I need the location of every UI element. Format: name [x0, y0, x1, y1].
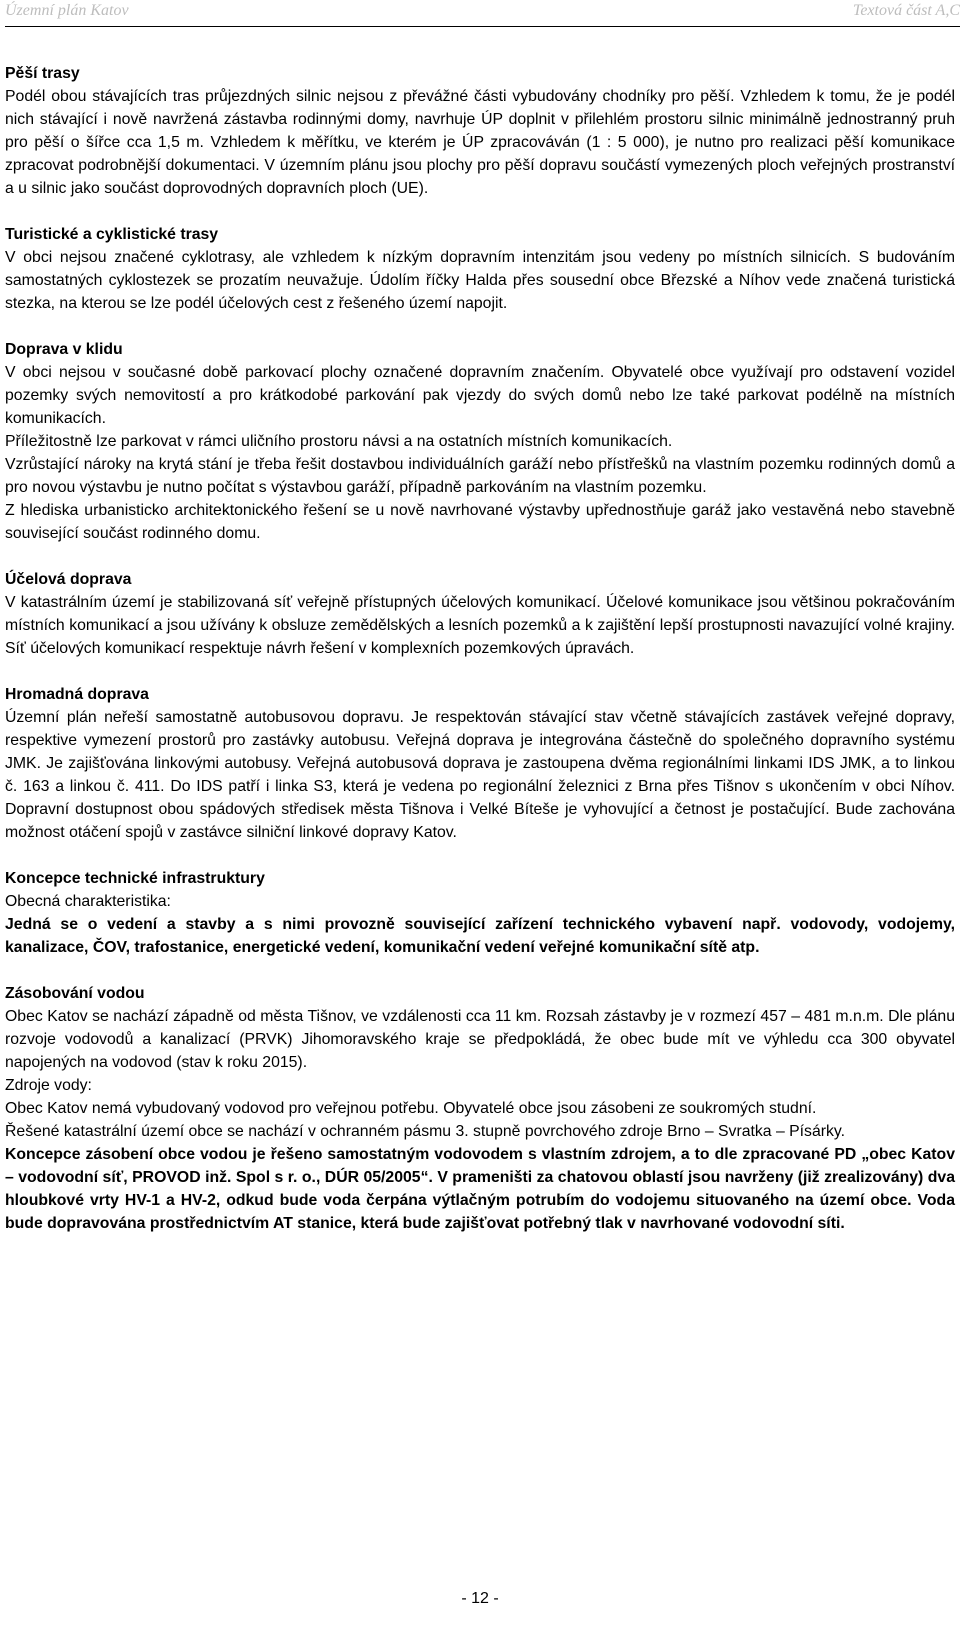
- header-document-title: Územní plán Katov: [5, 2, 129, 19]
- document-body: [5, 62, 955, 1258]
- paragraph: Z hlediska urbanisticko architektonického řešení se u nově navrhované výstavby upřednostňuje garáž jako vestavěná nebo stavebně související součást rodinného domu.: [5, 502, 955, 542]
- section-ucelova-doprava: [5, 568, 955, 660]
- paragraph: Podél obou stávajících tras průjezdných silnic nejsou z převážné části vybudovány chodníky pro pěší. Vzhledem k tomu, že je podél nich stávající i nově navržená zástavba rodinnými domy, navrhuje ÚP doplnit v přilehlém prostoru silnic minimálně jednostranný pruh pro pěší o šířce cca 1,5 m. Vzhledem k měřítku, ve kterém je ÚP zpracováván (1 : 5 000), je nutno pro realizaci pěší komunikace zpracovat podrobnější dokumentaci. V územním plánu jsou plochy pro pěší dopravu součástí vymezených ploch veřejných prostranství a u silnic jako součást doprovodných dopravních ploch (UE).: [5, 88, 955, 197]
- paragraph: V obci nejsou v současné době parkovací plochy označené dopravním značením. Obyvatelé obce využívají pro odstavení vozidel pozemky svých nemovitostí a pro krátkodobé parkování pak vjezdy do svých domů nebo lze také parkovat podélně na místních komunikacích.: [5, 364, 955, 427]
- section-doprava-v-klidu: [5, 338, 955, 545]
- section-hromadna-doprava: [5, 683, 955, 844]
- paragraph: Vzrůstající nároky na krytá stání je třeba řešit dostavbou individuálních garáží nebo přístřešků na vlastním pozemku rodinných domů a pro novou výstavbu je nutno počítat s výstavbou garáží, případně parkováním na vlastním pozemku.: [5, 456, 955, 496]
- section-heading: Pěší trasy: [5, 65, 80, 82]
- paragraph: Územní plán neřeší samostatně autobusovou dopravu. Je respektován stávající stav včetně stávajících zastávek veřejné dopravy, respektive vymezení prostorů pro zastávky autobusu. Veřejná doprava je integrována částečně do společného dopravního systému JMK. Je zajišťována linkovými autobusy. Veřejná autobusová doprava je zastoupena dvěma regionálními linkami IDS JMK, a to linkou č. 163 a linkou č. 411. Do IDS patří i linka S3, která je vedena po regionální železnici z Brna přes Tišnov s ukončením v obci Níhov. Dopravní dostupnost obou spádových středisek města Tišnova i Velké Bíteše je vyhovující a četnost je postačující. Bude zachována možnost otáčení spojů v zastávce silniční linkové dopravy Katov.: [5, 709, 955, 841]
- section-zasobovani-vodou: [5, 982, 955, 1235]
- header-section-label: Textová část A,C: [852, 2, 960, 19]
- paragraph: Zdroje vody:: [5, 1077, 92, 1094]
- paragraph-bold: Koncepce zásobení obce vodou je řešeno samostatným vodovodem s vlastním zdrojem, a to dle zpracované PD „obec Katov – vodovodní síť, PROVOD inž. Spol s r. o., DÚR 05/2005“. V prameništi za chatovou oblastí jsou navrženy (již zrealizovány) dva hloubkové vrty HV-1 a HV-2, odkud bude voda čerpána výtlačným potrubím do vodojemu situovaného na území obce. Voda bude dopravována prostřednictvím AT stanice, která bude zajišťovat potřebný tlak v navrhované vodovodní síti.: [5, 1146, 955, 1232]
- paragraph: Příležitostně lze parkovat v rámci uličního prostoru návsi a na ostatních místních komunikacích.: [5, 433, 673, 450]
- section-technicka-infrastruktura: [5, 867, 955, 959]
- section-heading: Koncepce technické infrastruktury: [5, 870, 265, 887]
- section-turisticke-trasy: [5, 223, 955, 315]
- section-heading: Účelová doprava: [5, 571, 132, 588]
- paragraph: Obec Katov nemá vybudovaný vodovod pro veřejnou potřebu. Obyvatelé obce jsou zásobeni ze soukromých studní.: [5, 1100, 817, 1117]
- paragraph: Obecná charakteristika:: [5, 893, 171, 910]
- paragraph: V katastrálním území je stabilizovaná síť veřejně přístupných účelových komunikací. Účelové komunikace jsou většinou pokračováním místních komunikací a jsou užívány k obsluze zemědělských a lesních pozemků a k zajištění lepší prostupnosti navazující volné krajiny. Síť účelových komunikací respektuje návrh řešení v komplexních pozemkových úpravách.: [5, 594, 955, 657]
- paragraph: Řešené katastrální území obce se nachází v ochranném pásmu 3. stupně povrchového zdroje Brno – Svratka – Písárky.: [5, 1123, 846, 1140]
- page-header: [5, 0, 960, 27]
- paragraph: V obci nejsou značené cyklotrasy, ale vzhledem k nízkým dopravním intenzitám jsou vedeny po místních silnicích. S budováním samostatných cyklostezek se prozatím neuvažuje. Údolím říčky Halda přes sousední obce Březské a Níhov vede značená turistická stezka, na kterou se lze podél účelových cest z řešeného území napojit.: [5, 249, 955, 312]
- paragraph-bold: Jedná se o vedení a stavby a s nimi provozně související zařízení technického vybavení např. vodovody, vodojemy, kanalizace, ČOV, trafostanice, energetické vedení, komunikační vedení veřejné komunikační sítě atp.: [5, 916, 955, 956]
- section-heading: Hromadná doprava: [5, 686, 149, 703]
- section-pesi-trasy: [5, 62, 955, 200]
- page-number: - 12 -: [461, 1590, 499, 1607]
- section-heading: Doprava v klidu: [5, 341, 123, 358]
- section-heading: Zásobování vodou: [5, 985, 145, 1002]
- section-heading: Turistické a cyklistické trasy: [5, 226, 219, 243]
- paragraph: Obec Katov se nachází západně od města Tišnov, ve vzdálenosti cca 11 km. Rozsah zástavby je v rozmezí 457 – 481 m.n.m. Dle plánu rozvoje vodovodů a kanalizací (PRVK) Jihomoravského kraje se předpokládá, že obec bude mít ve výhledu cca 300 obyvatel napojených na vodovod (stav k roku 2015).: [5, 1008, 955, 1071]
